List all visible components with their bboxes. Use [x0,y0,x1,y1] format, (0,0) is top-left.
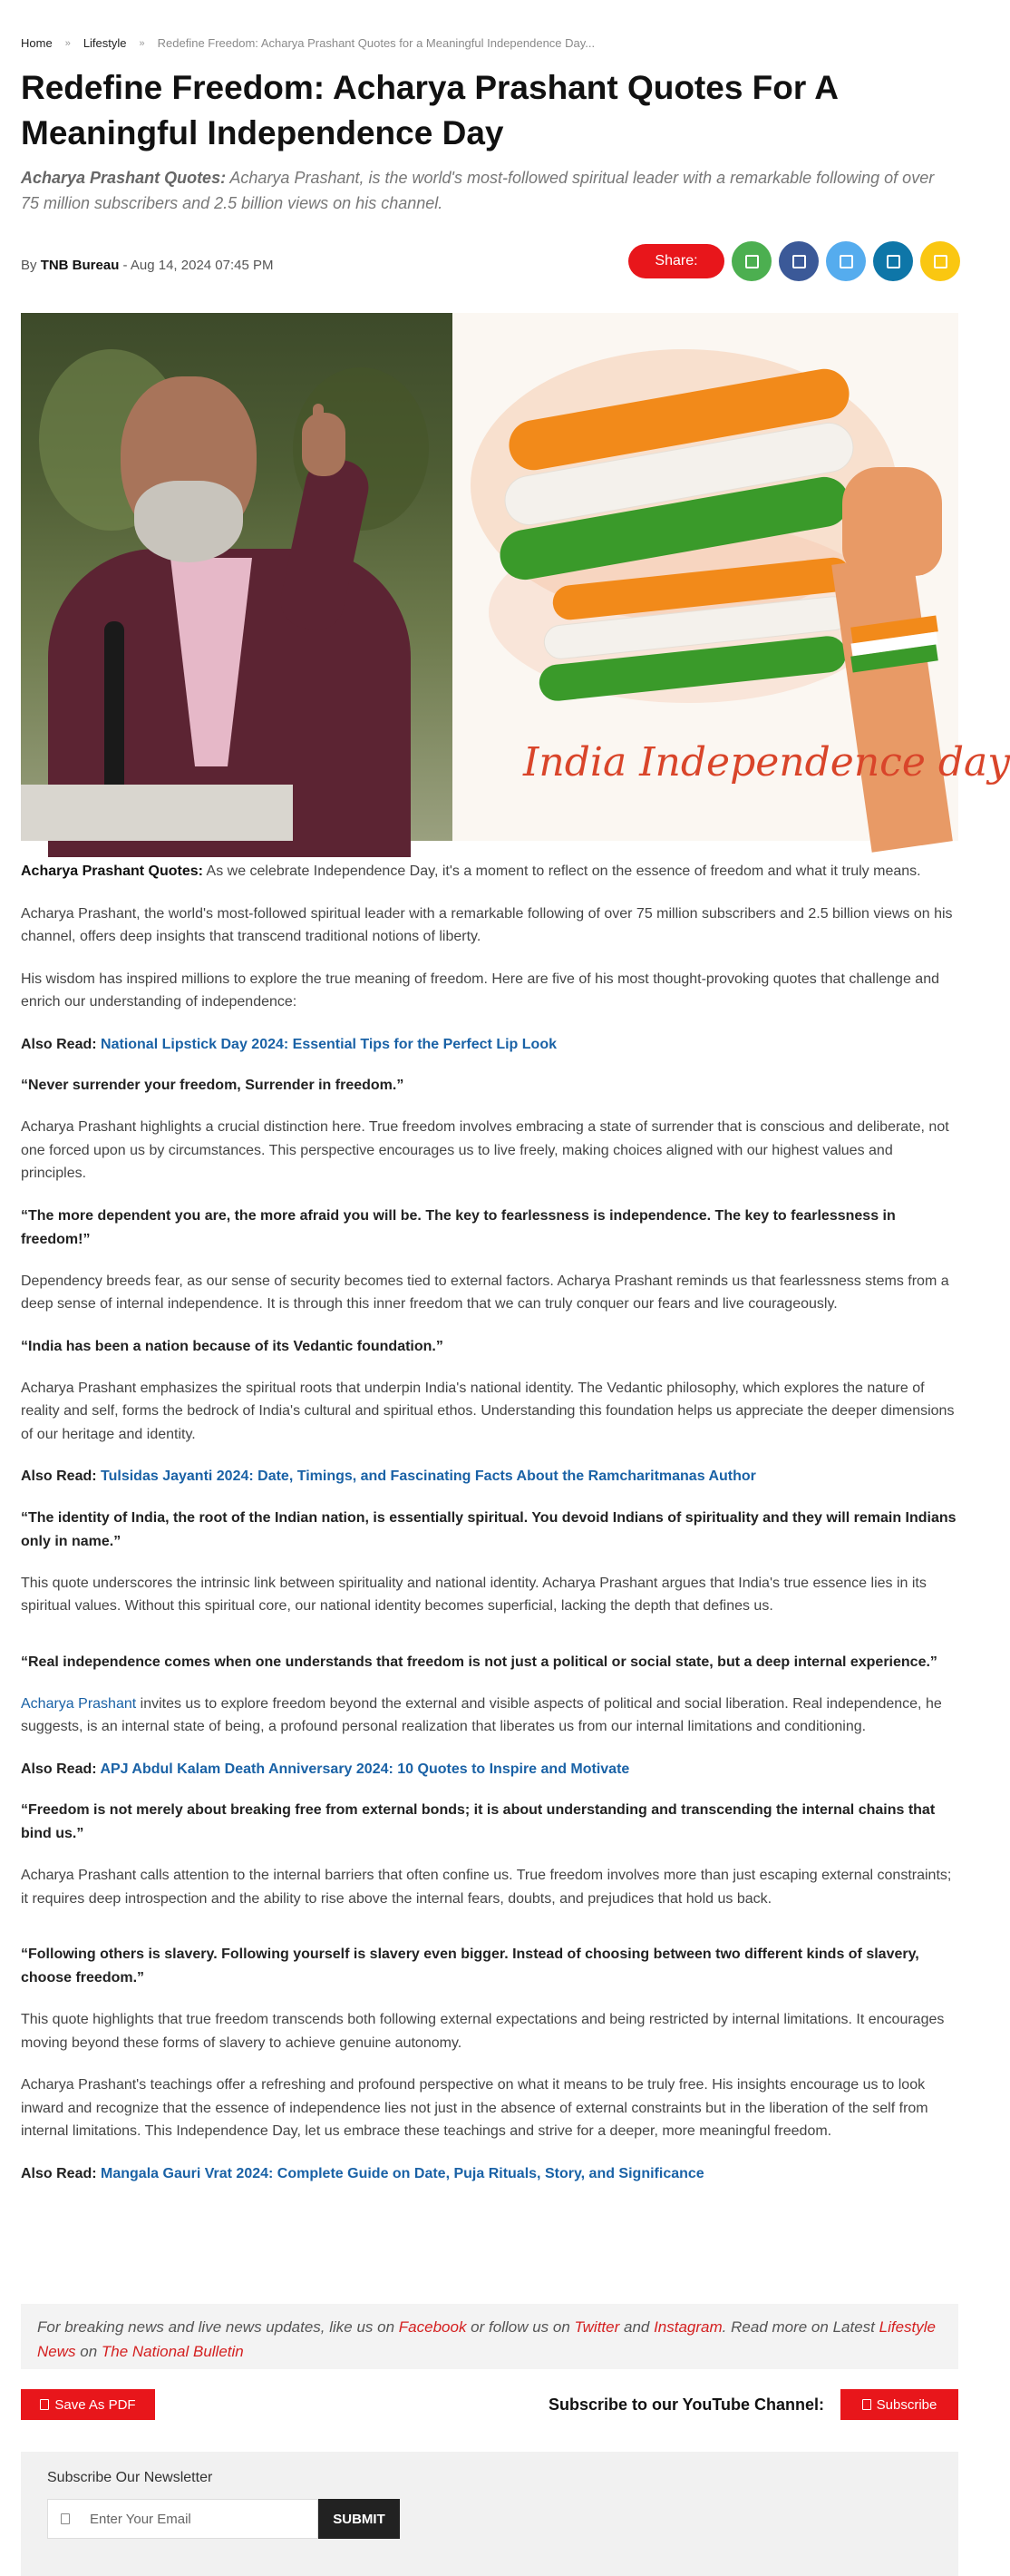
koo-icon[interactable] [920,241,960,281]
also-read-link[interactable]: National Lipstick Day 2024: Essential Tips for the Perfect Lip Look [101,1036,557,1052]
also-read [21,1465,958,1488]
action-bar [21,2389,958,2422]
publication-link[interactable]: The National Bulletin [101,2343,244,2360]
save-as-pdf-label: Save As PDF [54,2396,136,2413]
note-text: and [619,2318,655,2336]
follow-note [21,2304,958,2369]
also-read-label: Also Read: [21,1036,97,1052]
breadcrumb-home[interactable]: Home [21,36,53,50]
paragraph [21,1693,958,1739]
envelope-icon [61,2513,70,2524]
also-read-link[interactable]: Tulsidas Jayanti 2024: Date, Timings, and Fascinating Facts About the Ramcharitmanas Author [101,1469,756,1484]
speaker-photo [21,313,452,841]
quote: “The more dependent you are, the more afraid you will be. The key to fearlessness is independence. The key to fearlessness in freedom!” [21,1207,896,1247]
also-read-link[interactable]: APJ Abdul Kalam Death Anniversary 2024: 10 Quotes to Inspire and Motivate [100,1761,630,1777]
article-dek [21,165,955,216]
linkedin-icon[interactable] [873,241,913,281]
also-read [21,1758,958,1781]
also-read-label: Also Read: [21,2165,97,2181]
hero-caption: India Independence day [523,739,1010,785]
facebook-icon[interactable] [779,241,819,281]
paragraph [21,860,958,883]
twitter-link[interactable]: Twitter [574,2318,620,2336]
paragraph: Acharya Prashant highlights a crucial distinction here. True freedom involves embracing a state of surrender that is conscious and deliberate, not one forced upon us by circumstances. This perspective encourages us to live freely, making choices aligned with our highest values and principles. [21,1119,949,1181]
quote: “India has been a nation because of its Vedantic foundation.” [21,1338,443,1354]
youtube-icon [862,2399,871,2410]
dek-text: Acharya Prashant, is the world's most-followed spiritual leader with a remarkable following of over 75 million subscribers and 2.5 billion views on his channel. [21,169,935,212]
breadcrumb-separator-icon: » [64,37,71,49]
quote: “Real independence comes when one understands that freedom is not just a political or social state, but a deep internal experience.” [21,1654,937,1670]
independence-day-illustration [452,313,1010,841]
quote: “Freedom is not merely about breaking free from external bonds; it is about understanding and transcending the internal chains that bind us.” [21,1802,936,1841]
instagram-link[interactable]: Instagram [654,2318,723,2336]
quote: “Following others is slavery. Following yourself is slavery even bigger. Instead of choosing between two different kinds of slavery, choose freedom.” [21,1947,919,1986]
email-placeholder: Enter Your Email [90,2511,191,2527]
breadcrumb-section[interactable]: Lifestyle [83,36,127,50]
article-title: Redefine Freedom: Acharya Prashant Quotes For A Meaningful Independence Day [21,69,838,151]
lifestyle-news-link[interactable]: Lifestyle News [37,2318,936,2360]
also-read [21,1033,958,1057]
newsletter-form [47,2499,400,2539]
also-read-label: Also Read: [21,1469,97,1484]
paragraph: Acharya Prashant, the world's most-followed spiritual leader with a remarkable following of over 75 million subscribers and 2.5 billion views on his channel, offers deep insights that transcend traditional notions of liberty. [21,905,953,944]
microphone-icon [104,621,124,794]
article-body [21,860,958,2203]
dek-label: Acharya Prashant Quotes: [21,169,227,187]
publish-date: - Aug 14, 2024 07:45 PM [119,258,274,273]
youtube-subscribe-text: Subscribe [876,2396,937,2413]
pdf-icon [40,2399,49,2410]
byline-prefix: By [21,258,41,273]
save-as-pdf-button[interactable] [21,2389,155,2420]
paragraph: Acharya Prashant's teachings offer a refreshing and profound perspective on what it means to be truly free. His insights encourage us to look inward and recognize that the essence of independence lies not just in the absence of external constraints but in the liberation of the self from internal limitations. This Independence Day, let us embrace these teachings and strive for a deeper, more meaningful freedom. [21,2077,928,2139]
also-read [21,2162,958,2186]
note-text: . Read more on Latest [722,2318,879,2336]
also-read-link[interactable]: Mangala Gauri Vrat 2024: Complete Guide on Date, Puja Rituals, Story, and Significance [101,2165,704,2181]
paragraph: Acharya Prashant calls attention to the internal barriers that often confine us. True freedom involves more than just escaping external constraints; it requires deep introspection and the ability to rise above the internal fears, doubts, and prejudices that hold us back. [21,1868,952,1907]
facebook-link[interactable]: Facebook [398,2318,467,2336]
youtube-subscribe-label: Subscribe to our YouTube Channel: [548,2395,824,2414]
paragraph: His wisdom has inspired millions to explore the true meaning of freedom. Here are five of his most thought-provoking quotes that challenge and enrich our understanding of independence: [21,971,939,1010]
lead-label: Acharya Prashant Quotes: [21,864,203,879]
note-text: or follow us on [466,2318,575,2336]
youtube-subscribe-button[interactable] [840,2389,958,2420]
also-read-label: Also Read: [21,1761,97,1777]
hero-image [21,313,1010,841]
whatsapp-icon[interactable] [732,241,772,281]
quote: “Never surrender your freedom, Surrender in freedom.” [21,1078,404,1093]
newsletter-box [21,2452,958,2576]
breadcrumb-current: Redefine Freedom: Acharya Prashant Quotes for a Meaningful Independence Day... [157,36,596,50]
breadcrumb-separator-icon: » [139,37,145,49]
note-text: on [75,2343,102,2360]
quote: “The identity of India, the root of the Indian nation, is essentially spiritual. You devoid Indians of spirituality and they will remain Indians only in name.” [21,1509,957,1549]
twitter-icon[interactable] [826,241,866,281]
byline [21,258,274,273]
newsletter-title: Subscribe Our Newsletter [47,2470,213,2485]
breadcrumb [21,36,595,50]
author-link[interactable]: TNB Bureau [40,258,120,273]
paragraph: Acharya Prashant emphasizes the spiritual roots that underpin India's national identity. The Vedantic philosophy, which explores the nature of reality and self, forms the bedrock of India's cultural and spiritual ethos. Understanding this foundation helps us appreciate the deeper dimensions of our heritage and identity. [21,1380,955,1442]
submit-button[interactable]: SUBMIT [318,2499,400,2539]
paragraph-text: invites us to explore freedom beyond the external and visible aspects of political and social liberation. Real independence, he suggests, is an internal state of being, a profound personal realization that liberates us from our internal limitations and conditioning. [21,1695,942,1734]
share-button[interactable]: Share: [628,244,724,278]
share-bar [628,241,960,281]
acharya-prashant-link[interactable]: Acharya Prashant [21,1695,137,1712]
paragraph: Dependency breeds fear, as our sense of security becomes tied to external factors. Acharya Prashant reminds us that fearlessness stems from a deep sense of internal independence. It is through this inner freedom that we can truly conquer our fears and live courageously. [21,1273,949,1312]
note-text: For breaking news and live news updates, like us on [37,2318,399,2336]
paragraph: This quote highlights that true freedom transcends both following external expectations and being restricted by internal limitations. It encourages moving beyond these forms of slavery to achieve genuine autonomy. [21,2012,945,2051]
paragraph: This quote underscores the intrinsic link between spirituality and national identity. Acharya Prashant argues that India's true essence lies in its spiritual values. Without this spiritual core, our national identity becomes superficial, lacking the depth that defines us. [21,1575,927,1614]
lead-text: As we celebrate Independence Day, it's a moment to reflect on the essence of freedom and what it truly means. [202,864,921,879]
email-input[interactable] [47,2499,318,2539]
